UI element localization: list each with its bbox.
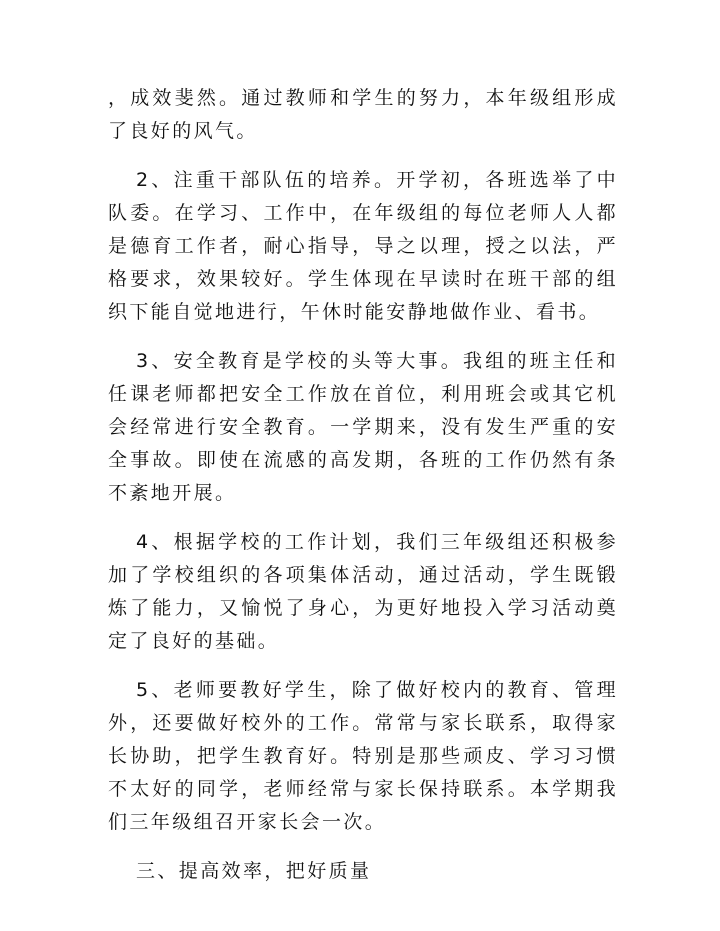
document-body bbox=[108, 82, 618, 888]
paragraph-item-5: 5、老师要教好学生，除了做好校内的教育、管理外，还要做好校外的工作。常常与家长联系，取得家长协助，把学生教育好。特别是那些顽皮、学习习惯不太好的同学，老师经常与家长保持联系。本学期我们三年级组召开家长会一次。 bbox=[108, 679, 618, 833]
paragraph-item-3: 3、安全教育是学校的头等大事。我组的班主任和任课老师都把安全工作放在首位，利用班会或其它机会经常进行安全教育。一学期来，没有发生严重的安全事故。即使在流感的高发期，各班的工作仍然有条不紊地开展。 bbox=[108, 350, 618, 504]
paragraph-item-2: 2、注重干部队伍的培养。开学初，各班选举了中队委。在学习、工作中，在年级组的每位老师人人都是德育工作者，耐心指导，导之以理，授之以法，严格要求，效果较好。学生体现在早读时在班干部的组织下能自觉地进行，午休时能安静地做作业、看书。 bbox=[108, 169, 618, 323]
paragraph-continuation: ，成效斐然。通过教师和学生的努力，本年级组形成了良好的风气。 bbox=[108, 87, 618, 142]
paragraph-item-4: 4、根据学校的工作计划，我们三年级组还积极参加了学校组织的各项集体活动，通过活动，学生既锻炼了能力，又愉悦了身心，为更好地投入学习活动奠定了良好的基础。 bbox=[108, 531, 618, 652]
section-heading: 三、提高效率，把好质量 bbox=[136, 860, 372, 882]
